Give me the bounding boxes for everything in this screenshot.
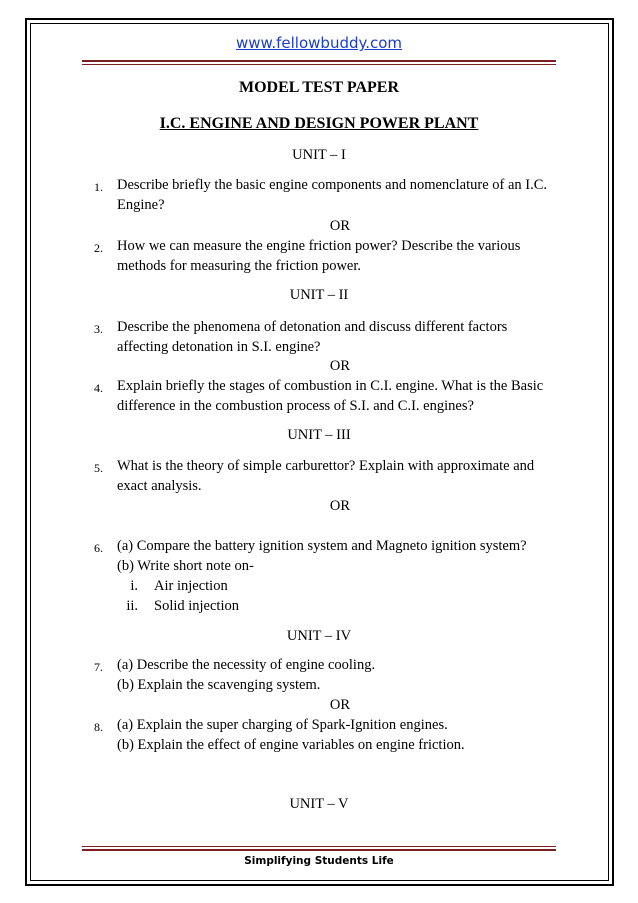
question-line: How we can measure the engine friction power? Describe the various <box>117 238 521 254</box>
header-rule-thin <box>82 64 556 65</box>
unit-heading-5: UNIT – V <box>289 796 349 812</box>
question-line: (a) Explain the super charging of Spark-Ignition engines. <box>117 717 448 733</box>
question-number: 7. <box>94 660 103 674</box>
or-separator: OR <box>329 218 351 234</box>
or-separator: OR <box>329 498 351 514</box>
question-line: exact analysis. <box>117 478 202 494</box>
question-number: 5. <box>94 461 103 475</box>
question-line: What is the theory of simple carburettor? Explain with approximate and <box>117 458 535 474</box>
page-title: MODEL TEST PAPER <box>238 79 400 96</box>
question-number: 4. <box>94 381 103 395</box>
question-number: 8. <box>94 720 103 734</box>
unit-heading-2: UNIT – II <box>289 287 349 303</box>
unit-heading-3: UNIT – III <box>287 427 351 443</box>
unit-heading-4: UNIT – IV <box>286 628 352 644</box>
question-line: Engine? <box>117 197 165 213</box>
question-number: 1. <box>94 180 103 194</box>
question-line: methods for measuring the friction power. <box>117 258 362 274</box>
question-number: 6. <box>94 541 103 555</box>
sub-item-text: Air injection <box>154 578 228 594</box>
header-link[interactable]: www.fellowbuddy.com <box>235 34 403 52</box>
sub-item-roman: ii. <box>126 598 138 614</box>
footer-rule-thick <box>82 849 556 851</box>
unit-heading-1: UNIT – I <box>292 147 346 163</box>
question-line: (a) Describe the necessity of engine cooling. <box>117 657 376 673</box>
question-line: (b) Explain the scavenging system. <box>117 677 321 693</box>
or-separator: OR <box>329 358 351 374</box>
question-line: (b) Explain the effect of engine variables on engine friction. <box>117 737 465 753</box>
page-subtitle: I.C. ENGINE AND DESIGN POWER PLANT <box>159 115 479 132</box>
header-rule-thick <box>82 60 556 62</box>
sub-item-roman: i. <box>130 578 138 594</box>
question-line: affecting detonation in S.I. engine? <box>117 339 321 355</box>
sub-item-text: Solid injection <box>154 598 239 614</box>
footer-tagline: Simplifying Students Life <box>244 855 394 867</box>
or-separator: OR <box>329 697 351 713</box>
question-line: Describe the phenomena of detonation and discuss different factors <box>117 319 508 335</box>
question-line: (a) Compare the battery ignition system and Magneto ignition system? <box>117 538 527 554</box>
question-line: (b) Write short note on- <box>117 558 254 574</box>
footer-rule-thin <box>82 846 556 847</box>
question-line: Explain briefly the stages of combustion in C.I. engine. What is the Basic <box>117 378 544 394</box>
question-number: 2. <box>94 241 103 255</box>
question-number: 3. <box>94 322 103 336</box>
question-line: Describe briefly the basic engine components and nomenclature of an I.C. <box>117 177 548 193</box>
question-line: difference in the combustion process of S.I. and C.I. engines? <box>117 398 474 414</box>
